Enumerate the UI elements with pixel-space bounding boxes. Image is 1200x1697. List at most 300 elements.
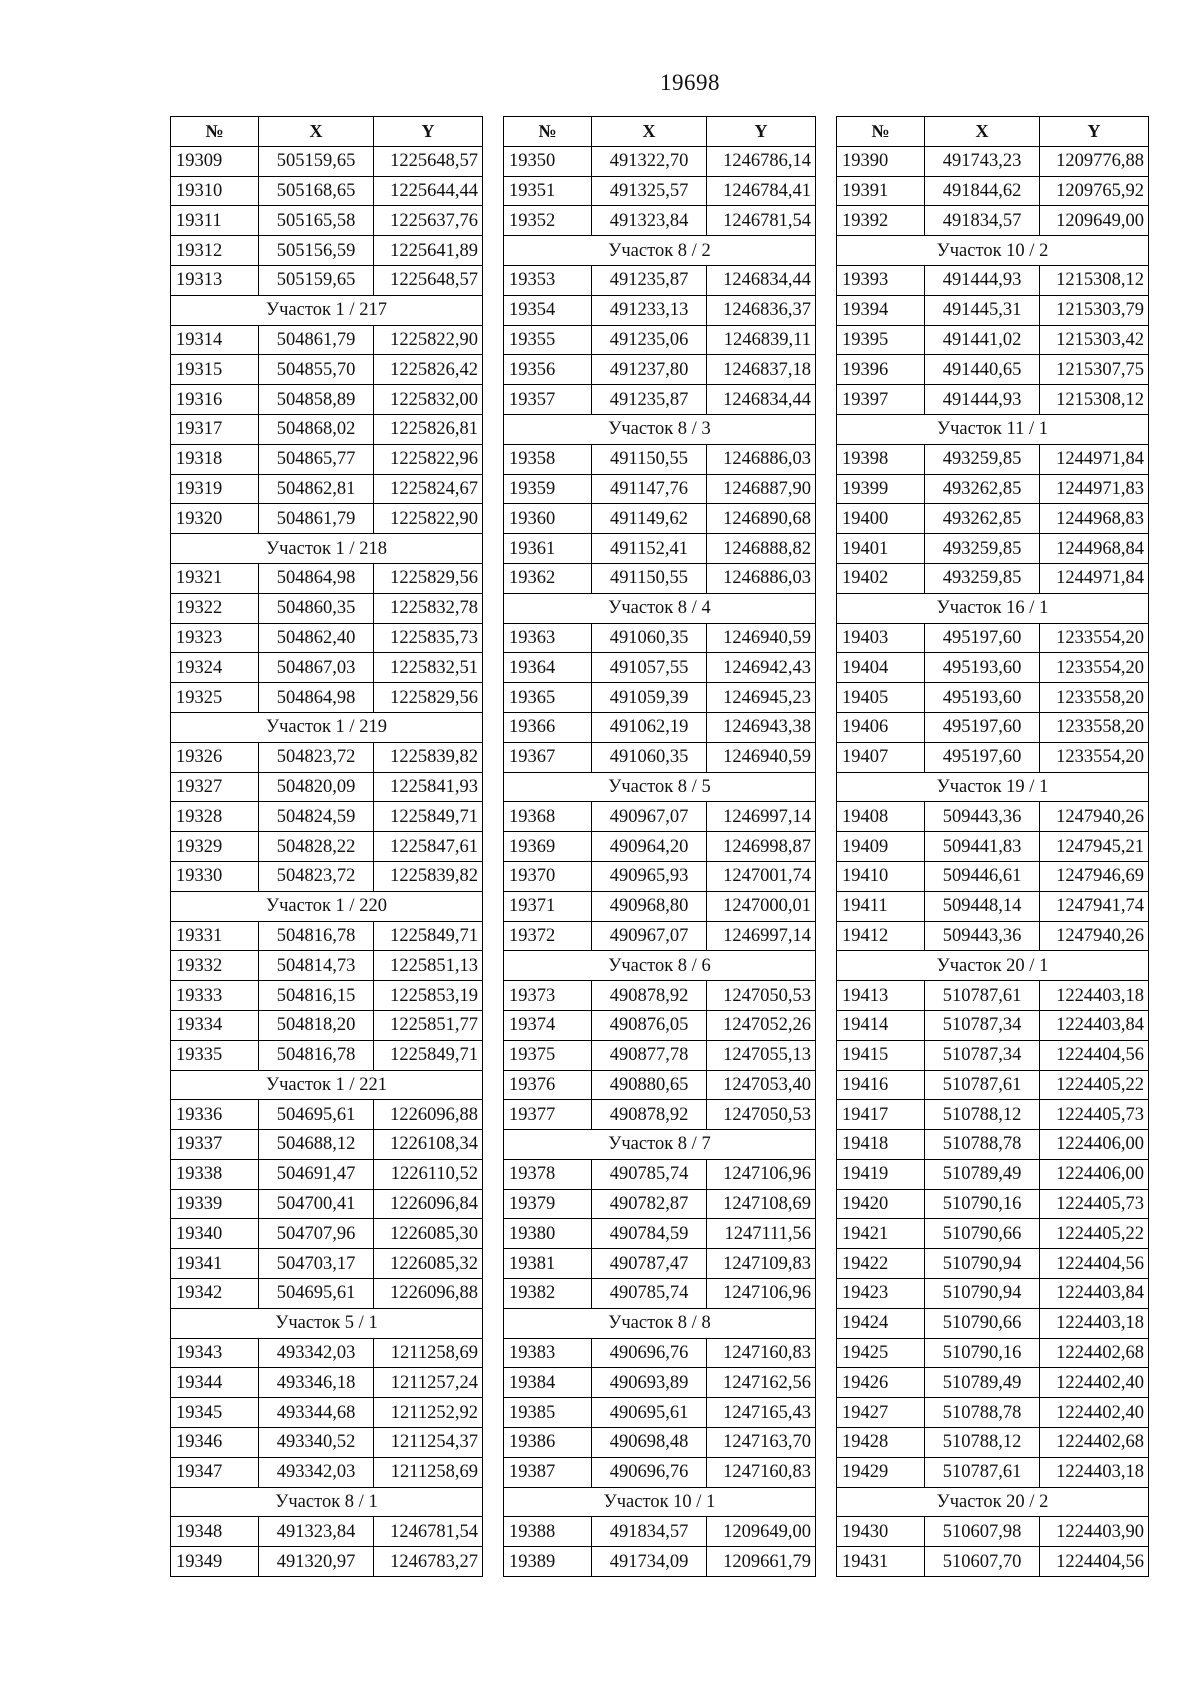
y-coordinate: 1246887,90: [707, 474, 816, 504]
table-row: [171, 504, 483, 534]
table-row: [504, 1100, 816, 1130]
table-row: [837, 1368, 1149, 1398]
table-row: [837, 623, 1149, 653]
x-coordinate: 504868,02: [259, 414, 374, 444]
table-row: [837, 921, 1149, 951]
section-title: Участок 20 / 2: [837, 1487, 1149, 1517]
x-coordinate: 510607,98: [925, 1517, 1040, 1547]
y-coordinate: 1225835,73: [374, 623, 483, 653]
y-coordinate: 1246940,59: [707, 742, 816, 772]
point-number: 19420: [837, 1189, 925, 1219]
point-number: 19388: [504, 1517, 592, 1547]
x-coordinate: 510790,94: [925, 1279, 1040, 1309]
x-coordinate: 495193,60: [925, 653, 1040, 683]
x-coordinate: 490698,48: [592, 1428, 707, 1458]
point-number: 19411: [837, 891, 925, 921]
table-row: [171, 1428, 483, 1458]
section-row: [171, 891, 483, 921]
point-number: 19350: [504, 146, 592, 176]
y-coordinate: 1247106,96: [707, 1159, 816, 1189]
x-coordinate: 504691,47: [259, 1159, 374, 1189]
x-coordinate: 504823,72: [259, 861, 374, 891]
point-number: 19346: [171, 1428, 259, 1458]
point-number: 19341: [171, 1249, 259, 1279]
section-title: Участок 8 / 5: [504, 772, 816, 802]
x-coordinate: 504695,61: [259, 1279, 374, 1309]
point-number: 19361: [504, 534, 592, 564]
table-row: [837, 1070, 1149, 1100]
x-coordinate: 491440,65: [925, 355, 1040, 385]
x-coordinate: 510790,16: [925, 1189, 1040, 1219]
point-number: 19372: [504, 921, 592, 951]
point-number: 19400: [837, 504, 925, 534]
point-number: 19319: [171, 474, 259, 504]
x-coordinate: 504864,98: [259, 683, 374, 713]
y-coordinate: 1247053,40: [707, 1070, 816, 1100]
table-row: [837, 1010, 1149, 1040]
point-number: 19340: [171, 1219, 259, 1249]
table-row: [171, 1159, 483, 1189]
y-coordinate: 1246888,82: [707, 534, 816, 564]
x-coordinate: 491320,97: [259, 1547, 374, 1577]
point-number: 19373: [504, 981, 592, 1011]
y-coordinate: 1225847,61: [374, 832, 483, 862]
point-number: 19345: [171, 1398, 259, 1428]
y-coordinate: 1247001,74: [707, 861, 816, 891]
y-coordinate: 1224402,68: [1040, 1338, 1149, 1368]
x-coordinate: 491325,57: [592, 176, 707, 206]
table-row: [171, 176, 483, 206]
table-row: [504, 265, 816, 295]
x-coordinate: 509448,14: [925, 891, 1040, 921]
y-coordinate: 1211258,69: [374, 1457, 483, 1487]
y-coordinate: 1247940,26: [1040, 802, 1149, 832]
x-coordinate: 504858,89: [259, 385, 374, 415]
point-number: 19410: [837, 861, 925, 891]
y-coordinate: 1209765,92: [1040, 176, 1149, 206]
point-number: 19418: [837, 1130, 925, 1160]
section-title: Участок 1 / 221: [171, 1070, 483, 1100]
coordinates-table-1: [170, 116, 483, 1577]
x-coordinate: 493344,68: [259, 1398, 374, 1428]
header-number: №: [504, 117, 592, 147]
point-number: 19318: [171, 444, 259, 474]
y-coordinate: 1225637,76: [374, 206, 483, 236]
table-row: [837, 1159, 1149, 1189]
point-number: 19402: [837, 563, 925, 593]
point-number: 19330: [171, 861, 259, 891]
x-coordinate: 491834,57: [592, 1517, 707, 1547]
table-row: [837, 1189, 1149, 1219]
section-row: [171, 1308, 483, 1338]
point-number: 19392: [837, 206, 925, 236]
table-row: [837, 981, 1149, 1011]
x-coordinate: 509443,36: [925, 802, 1040, 832]
point-number: 19379: [504, 1189, 592, 1219]
y-coordinate: 1225822,90: [374, 325, 483, 355]
x-coordinate: 509443,36: [925, 921, 1040, 951]
y-coordinate: 1246839,11: [707, 325, 816, 355]
y-coordinate: 1224403,18: [1040, 981, 1149, 1011]
x-coordinate: 491444,93: [925, 385, 1040, 415]
table-row: [504, 1010, 816, 1040]
section-row: [837, 772, 1149, 802]
y-coordinate: 1215308,12: [1040, 265, 1149, 295]
x-coordinate: 490785,74: [592, 1159, 707, 1189]
y-coordinate: 1246834,44: [707, 265, 816, 295]
point-number: 19385: [504, 1398, 592, 1428]
x-coordinate: 491743,23: [925, 146, 1040, 176]
y-coordinate: 1246997,14: [707, 802, 816, 832]
y-coordinate: 1247106,96: [707, 1279, 816, 1309]
y-coordinate: 1211252,92: [374, 1398, 483, 1428]
table-row: [837, 832, 1149, 862]
section-row: [504, 593, 816, 623]
x-coordinate: 504865,77: [259, 444, 374, 474]
point-number: 19344: [171, 1368, 259, 1398]
point-number: 19424: [837, 1308, 925, 1338]
x-coordinate: 491235,87: [592, 265, 707, 295]
y-coordinate: 1209649,00: [707, 1517, 816, 1547]
x-coordinate: 504700,41: [259, 1189, 374, 1219]
x-coordinate: 493259,85: [925, 444, 1040, 474]
table-row: [504, 1040, 816, 1070]
y-coordinate: 1224402,68: [1040, 1428, 1149, 1458]
table-row: [837, 1100, 1149, 1130]
x-coordinate: 504703,17: [259, 1249, 374, 1279]
y-coordinate: 1224403,18: [1040, 1457, 1149, 1487]
x-coordinate: 504823,72: [259, 742, 374, 772]
table-row: [171, 1249, 483, 1279]
x-coordinate: 505156,59: [259, 236, 374, 266]
table-row: [837, 891, 1149, 921]
y-coordinate: 1225849,71: [374, 802, 483, 832]
table-row: [504, 1189, 816, 1219]
y-coordinate: 1226085,32: [374, 1249, 483, 1279]
header-y: Y: [1040, 117, 1149, 147]
x-coordinate: 505165,58: [259, 206, 374, 236]
x-coordinate: 510789,49: [925, 1159, 1040, 1189]
table-row: [171, 1010, 483, 1040]
x-coordinate: 510788,78: [925, 1398, 1040, 1428]
point-number: 19320: [171, 504, 259, 534]
table-row: [504, 921, 816, 951]
point-number: 19382: [504, 1279, 592, 1309]
table-row: [504, 1070, 816, 1100]
table-row: [504, 295, 816, 325]
section-title: Участок 8 / 1: [171, 1487, 483, 1517]
x-coordinate: 491441,02: [925, 325, 1040, 355]
y-coordinate: 1225822,96: [374, 444, 483, 474]
point-number: 19391: [837, 176, 925, 206]
y-coordinate: 1246940,59: [707, 623, 816, 653]
point-number: 19428: [837, 1428, 925, 1458]
y-coordinate: 1224405,73: [1040, 1189, 1149, 1219]
point-number: 19334: [171, 1010, 259, 1040]
y-coordinate: 1209661,79: [707, 1547, 816, 1577]
point-number: 19412: [837, 921, 925, 951]
section-title: Участок 8 / 4: [504, 593, 816, 623]
x-coordinate: 504861,79: [259, 325, 374, 355]
y-coordinate: 1225644,44: [374, 176, 483, 206]
y-coordinate: 1247160,83: [707, 1338, 816, 1368]
table-row: [837, 1130, 1149, 1160]
x-coordinate: 505159,65: [259, 146, 374, 176]
point-number: 19409: [837, 832, 925, 862]
table-row: [171, 861, 483, 891]
point-number: 19414: [837, 1010, 925, 1040]
point-number: 19324: [171, 653, 259, 683]
x-coordinate: 504864,98: [259, 563, 374, 593]
x-coordinate: 510788,78: [925, 1130, 1040, 1160]
table-row: [504, 623, 816, 653]
x-coordinate: 510787,34: [925, 1010, 1040, 1040]
x-coordinate: 505168,65: [259, 176, 374, 206]
section-row: [837, 593, 1149, 623]
point-number: 19310: [171, 176, 259, 206]
table-header-row: [837, 117, 1149, 147]
x-coordinate: 491233,13: [592, 295, 707, 325]
table-row: [504, 1368, 816, 1398]
table-row: [504, 861, 816, 891]
y-coordinate: 1233558,20: [1040, 712, 1149, 742]
table-row: [837, 444, 1149, 474]
point-number: 19423: [837, 1279, 925, 1309]
x-coordinate: 510787,61: [925, 1457, 1040, 1487]
x-coordinate: 490693,89: [592, 1368, 707, 1398]
table-row: [171, 1457, 483, 1487]
x-coordinate: 491060,35: [592, 623, 707, 653]
x-coordinate: 490695,61: [592, 1398, 707, 1428]
section-row: [837, 1487, 1149, 1517]
x-coordinate: 504816,15: [259, 981, 374, 1011]
table-row: [504, 206, 816, 236]
y-coordinate: 1209776,88: [1040, 146, 1149, 176]
table-row: [504, 1547, 816, 1577]
point-number: 19321: [171, 563, 259, 593]
point-number: 19314: [171, 325, 259, 355]
x-coordinate: 491149,62: [592, 504, 707, 534]
point-number: 19374: [504, 1010, 592, 1040]
x-coordinate: 491323,84: [592, 206, 707, 236]
table-row: [837, 563, 1149, 593]
y-coordinate: 1244971,84: [1040, 444, 1149, 474]
y-coordinate: 1224406,00: [1040, 1130, 1149, 1160]
x-coordinate: 490696,76: [592, 1338, 707, 1368]
y-coordinate: 1246886,03: [707, 444, 816, 474]
section-row: [504, 951, 816, 981]
point-number: 19377: [504, 1100, 592, 1130]
point-number: 19366: [504, 712, 592, 742]
y-coordinate: 1247941,74: [1040, 891, 1149, 921]
point-number: 19403: [837, 623, 925, 653]
y-coordinate: 1224402,40: [1040, 1398, 1149, 1428]
x-coordinate: 504688,12: [259, 1130, 374, 1160]
y-coordinate: 1246943,38: [707, 712, 816, 742]
point-number: 19376: [504, 1070, 592, 1100]
table-row: [504, 712, 816, 742]
y-coordinate: 1211257,24: [374, 1368, 483, 1398]
table-row: [504, 1457, 816, 1487]
table-row: [504, 1428, 816, 1458]
table-row: [837, 683, 1149, 713]
table-row: [171, 1130, 483, 1160]
table-row: [171, 206, 483, 236]
y-coordinate: 1246998,87: [707, 832, 816, 862]
point-number: 19337: [171, 1130, 259, 1160]
point-number: 19378: [504, 1159, 592, 1189]
point-number: 19393: [837, 265, 925, 295]
section-row: [171, 295, 483, 325]
table-row: [837, 1040, 1149, 1070]
table-row: [837, 474, 1149, 504]
point-number: 19316: [171, 385, 259, 415]
y-coordinate: 1211258,69: [374, 1338, 483, 1368]
point-number: 19375: [504, 1040, 592, 1070]
table-row: [171, 593, 483, 623]
y-coordinate: 1225851,13: [374, 951, 483, 981]
x-coordinate: 495197,60: [925, 623, 1040, 653]
point-number: 19427: [837, 1398, 925, 1428]
x-coordinate: 504855,70: [259, 355, 374, 385]
x-coordinate: 504824,59: [259, 802, 374, 832]
x-coordinate: 491062,19: [592, 712, 707, 742]
y-coordinate: 1247109,83: [707, 1249, 816, 1279]
table-row: [171, 802, 483, 832]
point-number: 19399: [837, 474, 925, 504]
section-title: Участок 1 / 217: [171, 295, 483, 325]
table-row: [837, 1279, 1149, 1309]
table-row: [837, 504, 1149, 534]
y-coordinate: 1246997,14: [707, 921, 816, 951]
table-row: [171, 265, 483, 295]
table-row: [837, 1428, 1149, 1458]
table-row: [171, 921, 483, 951]
x-coordinate: 504867,03: [259, 653, 374, 683]
point-number: 19329: [171, 832, 259, 862]
y-coordinate: 1247108,69: [707, 1189, 816, 1219]
y-coordinate: 1246886,03: [707, 563, 816, 593]
table-row: [171, 653, 483, 683]
x-coordinate: 510788,12: [925, 1100, 1040, 1130]
y-coordinate: 1247162,56: [707, 1368, 816, 1398]
table-row: [171, 444, 483, 474]
table-row: [504, 176, 816, 206]
x-coordinate: 493259,85: [925, 534, 1040, 564]
x-coordinate: 504820,09: [259, 772, 374, 802]
point-number: 19331: [171, 921, 259, 951]
y-coordinate: 1215308,12: [1040, 385, 1149, 415]
table-row: [504, 1338, 816, 1368]
point-number: 19363: [504, 623, 592, 653]
y-coordinate: 1225841,93: [374, 772, 483, 802]
x-coordinate: 504695,61: [259, 1100, 374, 1130]
table-row: [504, 981, 816, 1011]
point-number: 19353: [504, 265, 592, 295]
table-row: [171, 772, 483, 802]
y-coordinate: 1225826,42: [374, 355, 483, 385]
section-row: [837, 236, 1149, 266]
table-row: [171, 1398, 483, 1428]
table-row: [171, 1040, 483, 1070]
x-coordinate: 510790,66: [925, 1308, 1040, 1338]
x-coordinate: 493342,03: [259, 1338, 374, 1368]
x-coordinate: 490784,59: [592, 1219, 707, 1249]
y-coordinate: 1211254,37: [374, 1428, 483, 1458]
x-coordinate: 491060,35: [592, 742, 707, 772]
section-row: [504, 772, 816, 802]
table-row: [837, 325, 1149, 355]
point-number: 19370: [504, 861, 592, 891]
y-coordinate: 1225648,57: [374, 265, 483, 295]
x-coordinate: 505159,65: [259, 265, 374, 295]
table-row: [837, 1517, 1149, 1547]
y-coordinate: 1233558,20: [1040, 683, 1149, 713]
x-coordinate: 493346,18: [259, 1368, 374, 1398]
point-number: 19360: [504, 504, 592, 534]
table-row: [837, 1219, 1149, 1249]
y-coordinate: 1225829,56: [374, 683, 483, 713]
y-coordinate: 1225839,82: [374, 742, 483, 772]
table-row: [171, 385, 483, 415]
y-coordinate: 1226085,30: [374, 1219, 483, 1249]
table-row: [504, 325, 816, 355]
y-coordinate: 1246781,54: [374, 1517, 483, 1547]
x-coordinate: 504816,78: [259, 921, 374, 951]
table-row: [504, 1159, 816, 1189]
point-number: 19348: [171, 1517, 259, 1547]
table-row: [504, 385, 816, 415]
header-number: №: [171, 117, 259, 147]
table-row: [171, 325, 483, 355]
point-number: 19405: [837, 683, 925, 713]
table-row: [504, 563, 816, 593]
table-row: [504, 1517, 816, 1547]
table-row: [837, 176, 1149, 206]
point-number: 19343: [171, 1338, 259, 1368]
table-row: [171, 414, 483, 444]
table-row: [837, 265, 1149, 295]
y-coordinate: 1244968,83: [1040, 504, 1149, 534]
point-number: 19369: [504, 832, 592, 862]
x-coordinate: 491150,55: [592, 563, 707, 593]
table-row: [837, 742, 1149, 772]
x-coordinate: 490877,78: [592, 1040, 707, 1070]
y-coordinate: 1246784,41: [707, 176, 816, 206]
table-row: [504, 1279, 816, 1309]
y-coordinate: 1244971,83: [1040, 474, 1149, 504]
y-coordinate: 1225832,00: [374, 385, 483, 415]
y-coordinate: 1247165,43: [707, 1398, 816, 1428]
x-coordinate: 493259,85: [925, 563, 1040, 593]
y-coordinate: 1224402,40: [1040, 1368, 1149, 1398]
y-coordinate: 1226096,84: [374, 1189, 483, 1219]
point-number: 19312: [171, 236, 259, 266]
x-coordinate: 490968,80: [592, 891, 707, 921]
header-y: Y: [707, 117, 816, 147]
x-coordinate: 490965,93: [592, 861, 707, 891]
x-coordinate: 504861,79: [259, 504, 374, 534]
x-coordinate: 510787,61: [925, 1070, 1040, 1100]
point-number: 19326: [171, 742, 259, 772]
table-row: [171, 1100, 483, 1130]
section-title: Участок 1 / 219: [171, 712, 483, 742]
table-row: [171, 474, 483, 504]
section-title: Участок 19 / 1: [837, 772, 1149, 802]
table-row: [837, 861, 1149, 891]
x-coordinate: 510788,12: [925, 1428, 1040, 1458]
point-number: 19397: [837, 385, 925, 415]
